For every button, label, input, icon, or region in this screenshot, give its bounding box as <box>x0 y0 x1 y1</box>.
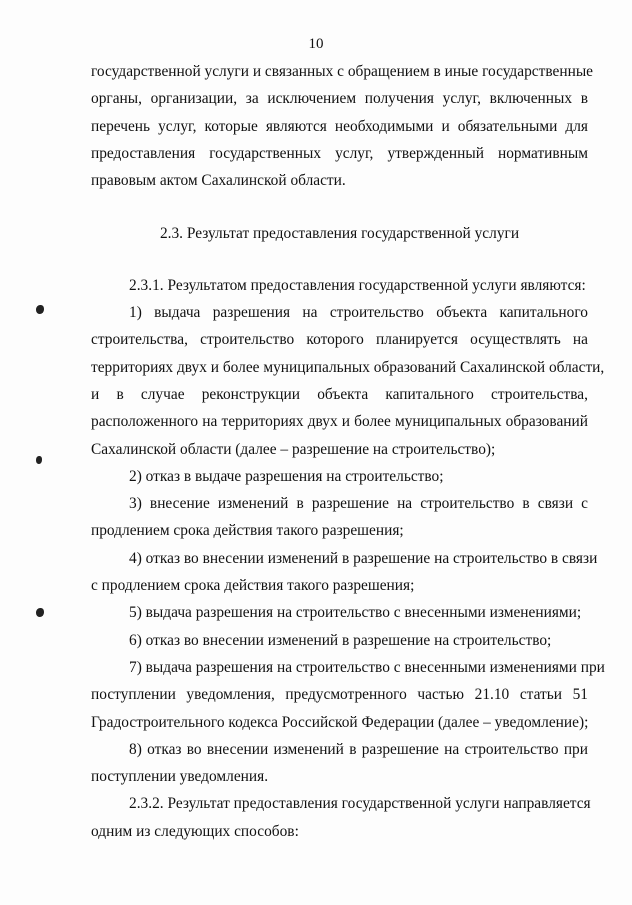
list-item <box>91 736 588 791</box>
text-line: органы, организации, за исключением получения услуг, включенных в <box>91 90 588 108</box>
text-line: поступлении уведомления. <box>91 768 269 786</box>
text-line: перечень услуг, которые являются необходимыми и обязательными для <box>91 117 588 135</box>
list-item <box>91 627 588 654</box>
section-heading: 2.3. Результат предоставления государственной услуги <box>159 225 520 243</box>
document-body <box>91 58 605 845</box>
text-line: государственной услуги и связанных с обращением в иные государственные <box>91 63 593 80</box>
text-line: 3) внесение изменений в разрешение на строительство в связи с <box>129 495 588 513</box>
scan-mark <box>36 305 44 314</box>
list-item <box>91 545 598 600</box>
scan-mark <box>36 456 42 464</box>
text-line: 5) выдача разрешения на строительство с внесенными изменениями; <box>129 604 582 622</box>
scan-mark <box>36 608 44 617</box>
text-line: 8) отказ во внесении изменений в разрешение на строительство при <box>129 740 588 758</box>
clause-2-3-1 <box>91 272 588 299</box>
text-line: расположенного на территориях двух и более муниципальных образований <box>91 413 588 431</box>
text-line: Градостроительного кодекса Российской Федерации (далее – уведомление); <box>91 713 589 731</box>
list-item <box>91 299 605 463</box>
list-item <box>91 599 588 626</box>
text-line: предоставления государственных услуг, утвержденный нормативным <box>91 144 588 162</box>
text-line: 6) отказ во внесении изменений в разрешение на строительство; <box>129 631 552 649</box>
text-line: 4) отказ во внесении изменений в разрешение на строительство в связи <box>129 549 598 567</box>
clause-2-3-2 <box>91 790 591 845</box>
page-number: 10 <box>308 36 324 52</box>
text-line: поступлении уведомления, предусмотренного частью 21.10 статьи 51 <box>91 686 588 704</box>
text-line: одним из следующих способов: <box>91 822 299 840</box>
text-line: 2) отказ в выдаче разрешения на строительство; <box>129 467 444 485</box>
text-line: 7) выдача разрешения на строительство с внесенными изменениями при <box>129 658 605 676</box>
list-item <box>91 654 605 736</box>
list-item <box>91 490 588 545</box>
text-line: и в случае реконструкции объекта капитального строительства, <box>91 385 588 403</box>
text-line: Сахалинской области (далее – разрешение на строительство); <box>91 440 496 458</box>
list-item <box>91 463 588 490</box>
text-line: продлением срока действия такого разрешения; <box>91 522 404 540</box>
intro-paragraph <box>91 58 593 194</box>
text-line: с продлением срока действия такого разрешения; <box>91 577 415 595</box>
text-line: 1) выдача разрешения на строительство объекта капитального <box>129 304 588 322</box>
text-line: 2.3.2. Результат предоставления государственной услуги направляется <box>129 795 591 813</box>
text-line: территориях двух и более муниципальных образований Сахалинской области, <box>91 358 605 376</box>
text-line: правовым актом Сахалинской области. <box>91 172 346 190</box>
text-line: 2.3.1. Результатом предоставления государственной услуги являются: <box>129 276 586 294</box>
text-line: строительства, строительство которого планируется осуществлять на <box>91 331 588 349</box>
